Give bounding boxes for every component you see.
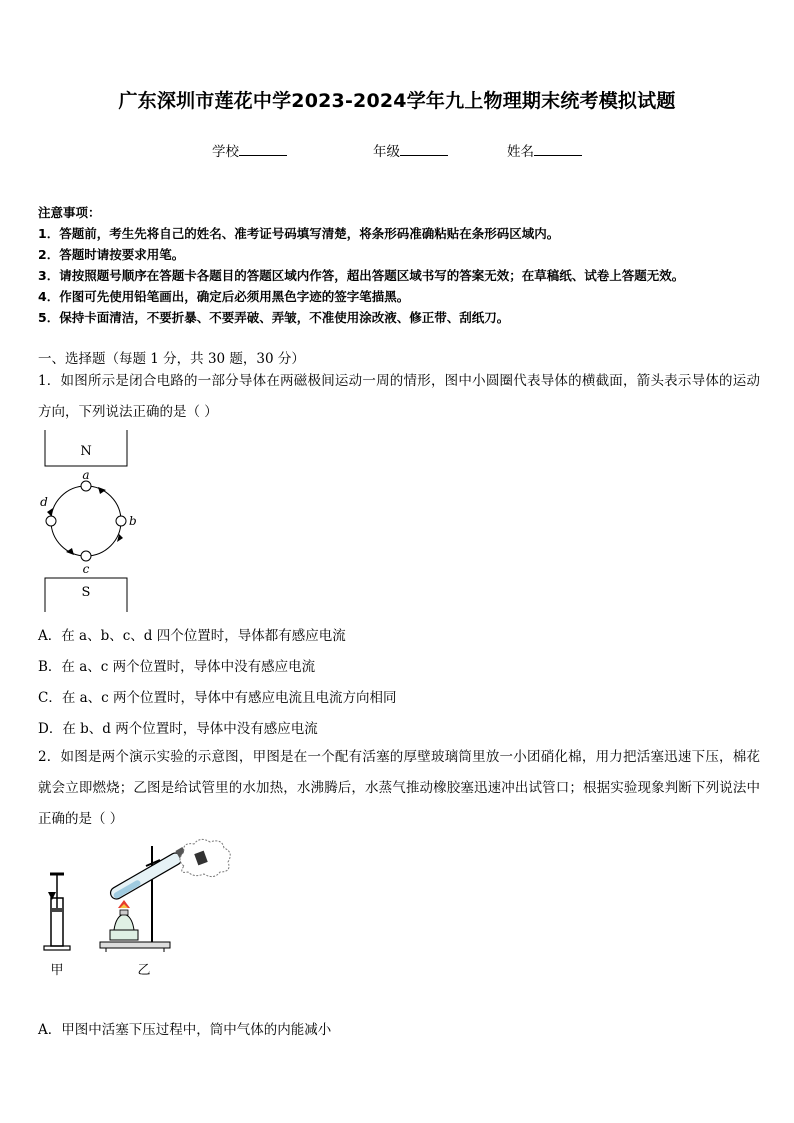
section-heading: 一、选择题（每题 1 分，共 30 题，30 分） xyxy=(38,351,305,367)
question-2-stem: 2．如图是两个演示实验的示意图，甲图是在一个配有活塞的厚壁玻璃筒里放一小团硝化棉，用力把活塞迅速下压，棉花就会立即燃烧；乙图是给试管里的水加热，水沸腾后，水蒸气推动橡胶塞迅速冲出试管口；根据实验现象判断下列说法中正确的是（ ） xyxy=(38,749,760,827)
name-label: 姓名 xyxy=(507,144,534,160)
notes-item: 2．答题时请按要求用笔。 xyxy=(38,247,185,262)
conductor-d xyxy=(46,516,56,526)
name-blank xyxy=(534,143,582,156)
south-label: S xyxy=(81,585,91,600)
conductor-c xyxy=(81,551,91,561)
magnet-circuit-figure xyxy=(40,428,140,618)
q2-option-a: A．甲图中活塞下压过程中，筒中气体的内能减小 xyxy=(38,1022,332,1038)
q1-option-a: A．在 a、b、c、d 四个位置时，导体都有感应电流 xyxy=(38,628,346,644)
notes-item: 1．答题前，考生先将自己的姓名、准考证号码填写清楚，将条形码准确粘贴在条形码区域内。 xyxy=(38,226,560,241)
notes-block xyxy=(38,202,684,328)
question-1-stem: 1．如图所示是闭合电路的一部分导体在两磁极间运动一周的情形，图中小圆圈代表导体的横截面，箭头表示导体的运动方向，下列说法正确的是（ ） xyxy=(38,373,760,420)
grade-blank xyxy=(400,143,448,156)
notes-heading: 注意事项： xyxy=(38,205,101,220)
q1-option-d: D．在 b、d 两个位置时，导体中没有感应电流 xyxy=(38,721,318,737)
arrow-icon xyxy=(66,548,74,555)
grade-label: 年级 xyxy=(373,144,400,160)
label-b: b xyxy=(129,514,137,528)
conductor-b xyxy=(116,516,126,526)
north-label: N xyxy=(80,444,92,459)
piston-cylinder-apparatus xyxy=(44,874,70,950)
q1-option-c: C．在 a、c 两个位置时，导体中有感应电流且电流方向相同 xyxy=(38,690,397,706)
experiment-figure xyxy=(38,838,248,980)
grade-field xyxy=(373,140,448,160)
steam-cloud xyxy=(180,839,230,876)
school-blank xyxy=(239,143,287,156)
school-label: 学校 xyxy=(212,144,239,160)
notes-item: 5．保持卡面清洁，不要折暴、不要弄破、弄皱，不准使用涂改液、修正带、刮纸刀。 xyxy=(38,310,510,325)
conductor-a xyxy=(81,481,91,491)
notes-item: 3．请按照题号顺序在答题卡各题目的答题区域内作答，超出答题区域书写的答案无效；在草稿纸、试卷上答题无效。 xyxy=(38,268,685,283)
school-field xyxy=(212,140,287,160)
arrow-icon xyxy=(98,487,106,494)
label-yi: 乙 xyxy=(137,963,151,978)
notes-item: 4．作图可先使用铅笔画出，确定后必须用黑色字迹的签字笔描黑。 xyxy=(38,289,410,304)
label-jia: 甲 xyxy=(50,963,64,978)
label-d: d xyxy=(40,495,48,509)
page-title: 广东深圳市莲花中学2023-2024学年九上物理期末统考模拟试题 xyxy=(118,90,676,112)
label-a: a xyxy=(82,468,90,482)
q1-option-b: B．在 a、c 两个位置时，导体中没有感应电流 xyxy=(38,659,316,675)
down-arrow-icon xyxy=(48,892,56,900)
motion-circle xyxy=(51,486,121,556)
name-field xyxy=(507,140,582,160)
label-c: c xyxy=(82,562,90,576)
test-tube-apparatus xyxy=(100,846,189,952)
